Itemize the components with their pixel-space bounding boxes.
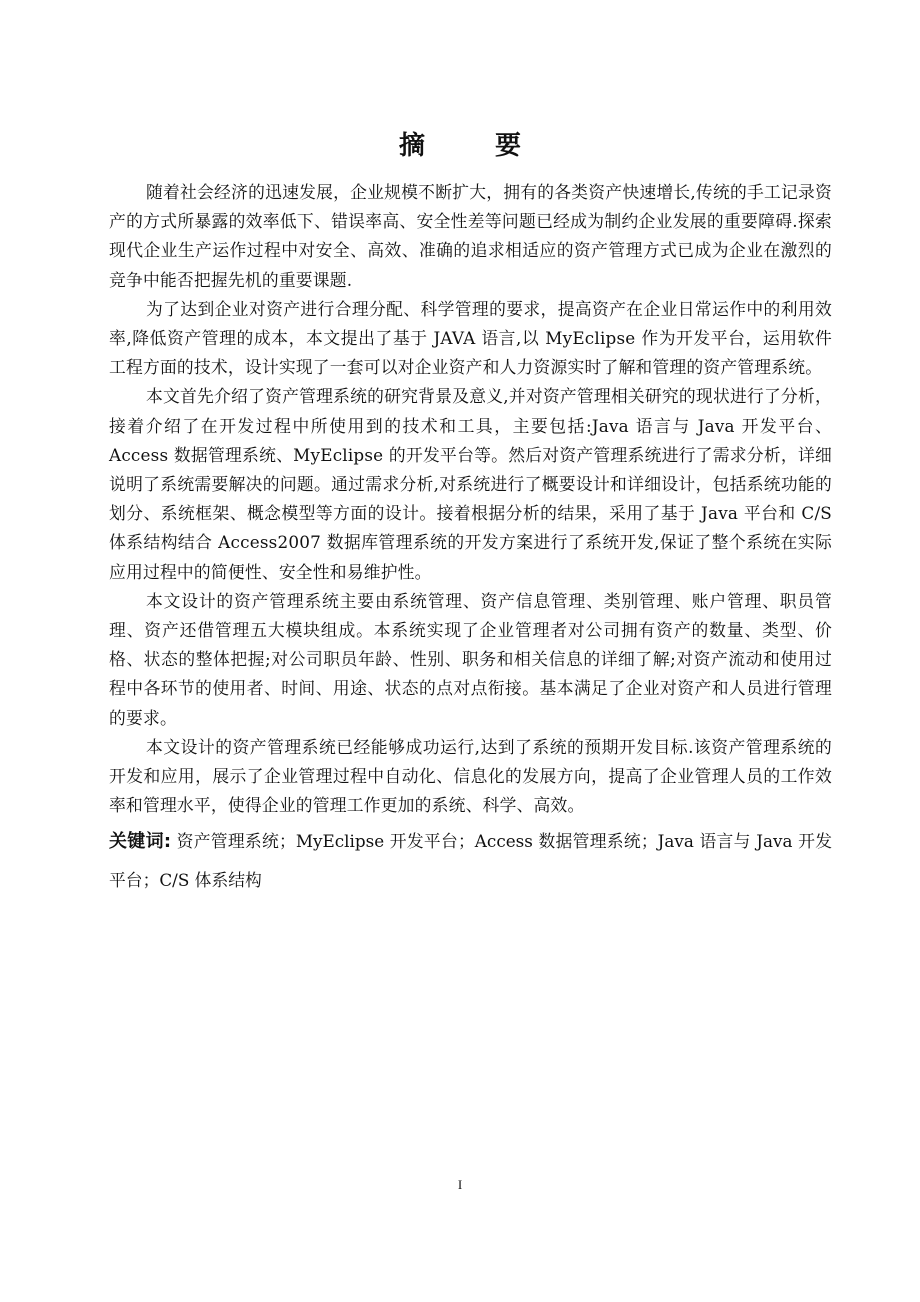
keywords-line	[109, 822, 832, 899]
abstract-paragraph-3: 本文首先介绍了资产管理系统的研究背景及意义,并对资产管理相关研究的现状进行了分析，接着介绍了在开发过程中所使用到的技术和工具，主要包括:Java 语言与 Java 开发平台、Access 数据管理系统、MyEclipse 的开发平台等。然后对资产管理系统进行了需求分析，详细说明了系统需要解决的问题。通过需求分析,对系统进行了概要设计和详细设计，包括系统功能的划分、系统框架、概念模型等方面的设计。接着根据分析的结果，采用了基于 Java 平台和 C/S 体系结构结合 Access2007 数据库管理系统的开发方案进行了系统开发,保证了整个系统在实际应用过程中的简便性、安全性和易维护性。	[109, 386, 832, 582]
keywords-text: 资产管理系统；MyEclipse 开发平台；Access 数据管理系统；Java 语言与 Java 开发平台；C/S 体系结构	[109, 831, 832, 891]
abstract-body	[109, 178, 832, 899]
abstract-paragraph-1: 随着社会经济的迅速发展，企业规模不断扩大，拥有的各类资产快速增长,传统的手工记录资产的方式所暴露的效率低下、错误率高、安全性差等问题已经成为制约企业发展的重要障碍.探索现代企业生产运作过程中对安全、高效、准确的追求相适应的资产管理方式已成为企业在激烈的竞争中能否把握先机的重要课题.	[109, 182, 832, 290]
page-number: I	[457, 1177, 463, 1192]
abstract-paragraph-4: 本文设计的资产管理系统主要由系统管理、资产信息管理、类别管理、账户管理、职员管理、资产还借管理五大模块组成。本系统实现了企业管理者对公司拥有资产的数量、类型、价格、状态的整体把握;对公司职员年龄、性别、职务和相关信息的详细了解;对资产流动和使用过程中各环节的使用者、时间、用途、状态的点对点衔接。基本满足了企业对资产和人员进行管理的要求。	[109, 590, 832, 728]
abstract-paragraph-2: 为了达到企业对资产进行合理分配、科学管理的要求，提高资产在企业日常运作中的利用效率,降低资产管理的成本，本文提出了基于 JAVA 语言,以 MyEclipse 作为开发平台，运用软件工程方面的技术，设计实现了一套可以对企业资产和人力资源实时了解和管理的资产管理系统。	[109, 298, 832, 378]
abstract-paragraph-5: 本文设计的资产管理系统已经能够成功运行,达到了系统的预期开发目标.该资产管理系统的开发和应用，展示了企业管理过程中自动化、信息化的发展方向，提高了企业管理人员的工作效率和管理水平，使得企业的管理工作更加的系统、科学、高效。	[109, 736, 832, 816]
abstract-title: 摘 要	[398, 131, 543, 161]
keywords-label: 关键词:	[109, 831, 172, 853]
